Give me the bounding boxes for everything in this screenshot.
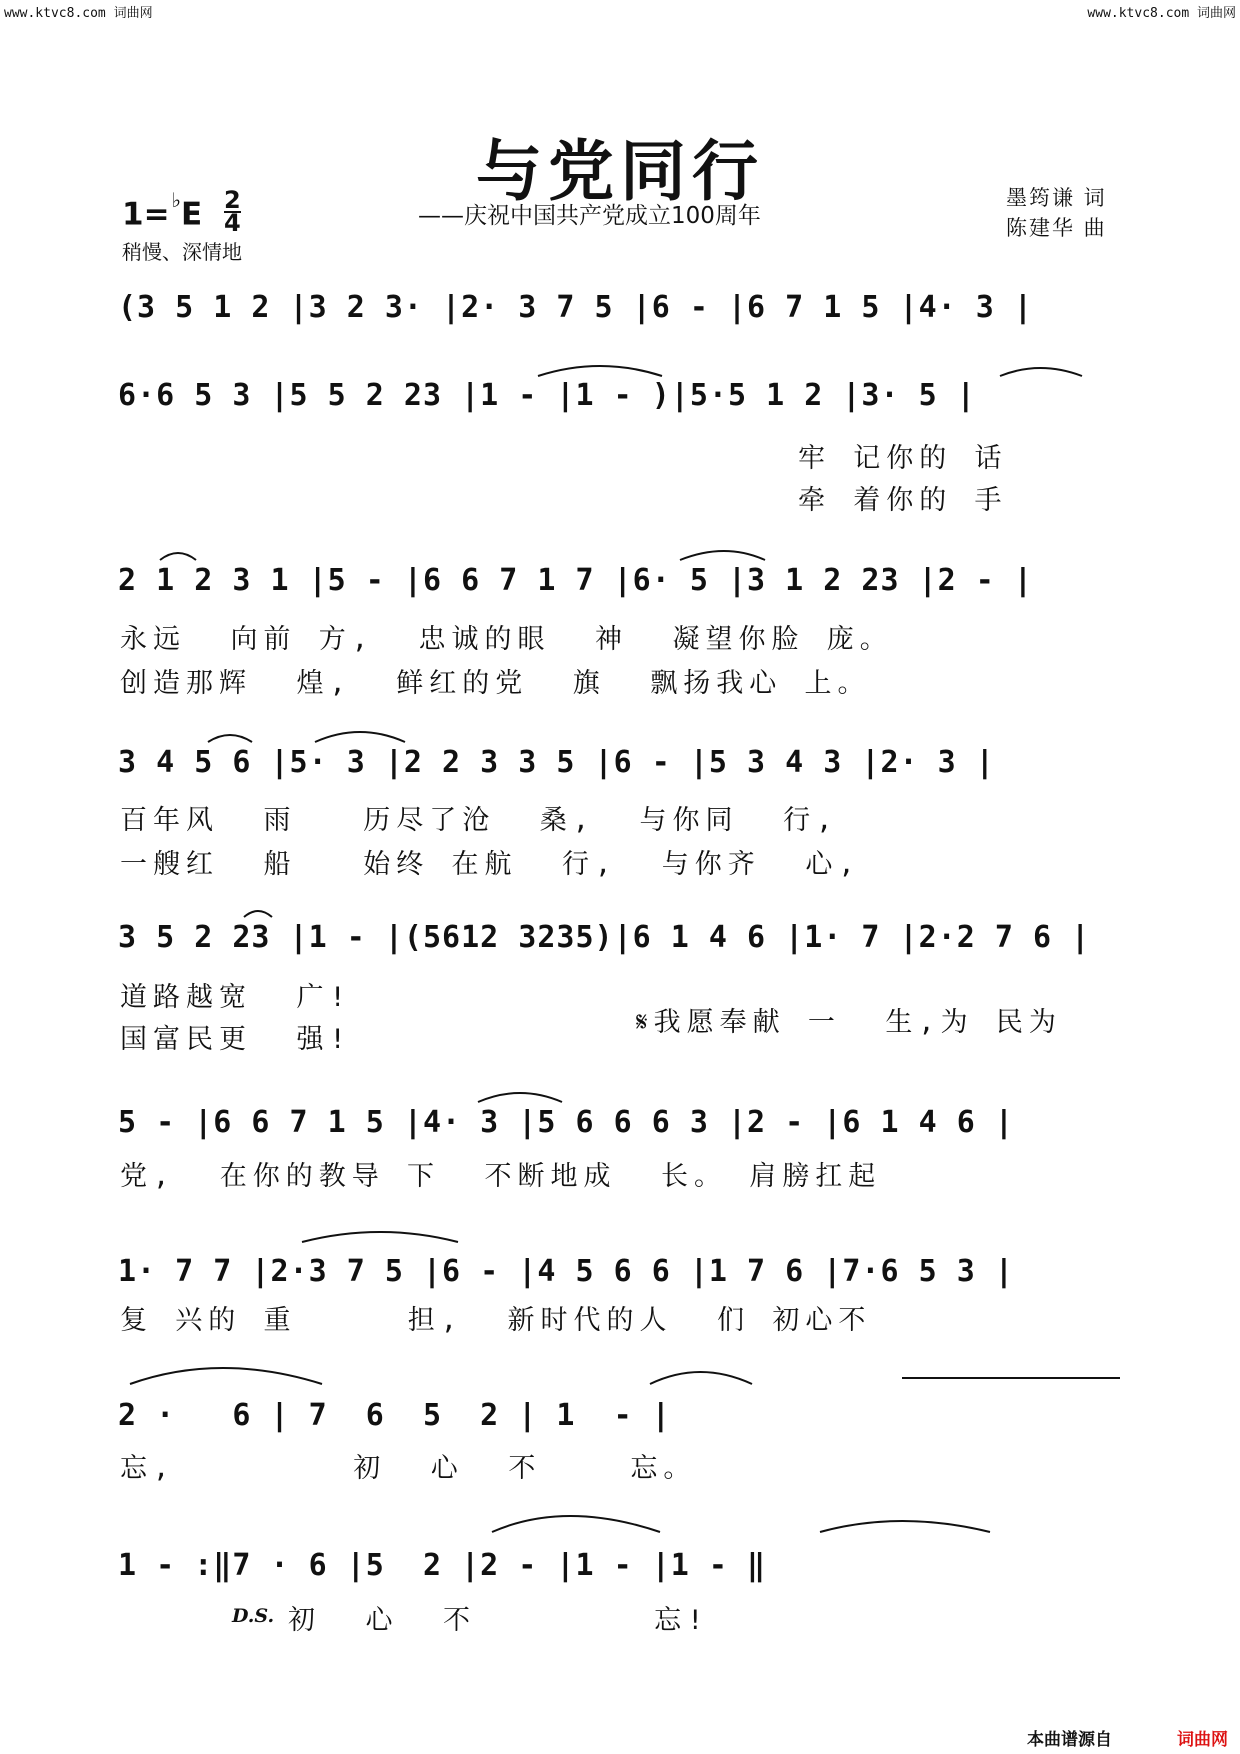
lyric-row-4a: 百年风 雨 历尽了沧 桑, 与你同 行,	[120, 805, 839, 836]
slur-row-5	[244, 911, 272, 917]
slur-row-3b	[680, 551, 765, 560]
lyric-row-2a: 牢 记你的 话	[798, 443, 1008, 474]
notation-row-9: 1 - :‖7 · 6 |5 2 |2 - |1 - |1 - ‖	[118, 1548, 767, 1583]
tempo-marking: 稍慢、深情地	[122, 240, 242, 264]
lyric-row-3b: 创造那辉 煌, 鲜红的党 旗 飘扬我心 上。	[120, 668, 871, 699]
notation-row-3: 2 1 2 3 1 |5 - |6 6 7 1 7 |6· 5 |3 1 2 23 |2 - |	[118, 563, 1033, 598]
notation-row-4: 3 4 5 6 |5· 3 |2 2 3 3 5 |6 - |5 3 4 3 |2· 3 |	[118, 745, 995, 780]
lyric-row-6: 党, 在你的教导 下 不断地成 长。 肩膀扛起	[120, 1161, 882, 1192]
slur-row-2b	[1000, 368, 1082, 376]
lyric-row-5b: 国富民更 强!	[120, 1024, 352, 1055]
slur-row-3	[160, 553, 196, 560]
slur-row-8b	[650, 1372, 752, 1384]
notation-row-1: (3 5 1 2 |3 2 3· |2· 3 7 5 |6 - |6 7 1 5 |4· 3 |	[118, 290, 1033, 325]
time-signature-top: 2	[224, 186, 241, 214]
lyric-row-3a: 永远 向前 方, 忠诚的眼 神 凝望你脸 庞。	[120, 624, 893, 655]
footer-site: 词曲网	[1177, 1730, 1228, 1750]
site-header-left: www.ktvc8.com 词曲网	[4, 6, 153, 21]
notation-row-7: 1· 7 7 |2·3 7 5 |6 - |4 5 6 6 |1 7 6 |7·6 5 3 |	[118, 1254, 1014, 1289]
song-subtitle: ——庆祝中国共产党成立100周年	[418, 203, 761, 229]
lyric-row-9: 初 心 不 忘!	[288, 1605, 710, 1636]
lyricist-credit: 墨筠谦 词	[1006, 186, 1107, 210]
lyric-row-8: 忘, 初 心 不 忘。	[120, 1453, 697, 1484]
notation-row-5: 3 5 2 23 |1 - |(5612 3235)|6 1 4 6 |1· 7 |2·2 7 6 |	[118, 920, 1091, 955]
key-note: E	[180, 196, 203, 233]
slur-row-9	[492, 1516, 660, 1532]
composer-credit: 陈建华 曲	[1006, 216, 1107, 240]
ds-marking: D.S.	[232, 1605, 275, 1627]
refrain-text: 我愿奉献 一 生,为 民为	[653, 1007, 1062, 1038]
key-prefix: 1=	[122, 196, 170, 233]
segno-icon: 𝄋	[636, 1007, 654, 1038]
slur-row-6	[478, 1093, 562, 1102]
slur-row-4	[208, 735, 252, 742]
lyric-row-4b: 一艘红 船 始终 在航 行, 与你齐 心,	[120, 849, 861, 880]
lyric-row-7: 复 兴的 重 担, 新时代的人 们 初心不	[120, 1305, 872, 1336]
slur-row-9b	[820, 1521, 990, 1532]
notation-row-6: 5 - |6 6 7 1 5 |4· 3 |5 6 6 6 3 |2 - |6 1 4 6 |	[118, 1105, 1014, 1140]
notation-row-2: 6·6 5 3 |5 5 2 23 |1 - |1 - )|5·5 1 2 |3· 5 |	[118, 378, 976, 413]
flat-sign: ♭	[171, 188, 181, 212]
slur-row-2	[538, 366, 662, 376]
site-header-right: www.ktvc8.com 词曲网	[1087, 6, 1236, 21]
footer-source: 本曲谱源自	[1027, 1730, 1112, 1750]
lyric-row-5a: 道路越宽 广!	[120, 982, 352, 1013]
refrain-lyric	[636, 1000, 1062, 1039]
time-signature-bottom: 4	[224, 209, 241, 237]
notation-row-8: 2 · 6 | 7 6 5 2 | 1 - |	[118, 1398, 671, 1433]
slur-row-7	[302, 1232, 458, 1242]
time-signature	[224, 186, 241, 237]
slur-row-4b	[315, 732, 405, 742]
song-title: 与党同行	[476, 132, 764, 210]
lyric-row-2b: 牵 着你的 手	[798, 485, 1008, 516]
slur-row-8	[130, 1368, 322, 1384]
key-signature	[122, 188, 203, 233]
